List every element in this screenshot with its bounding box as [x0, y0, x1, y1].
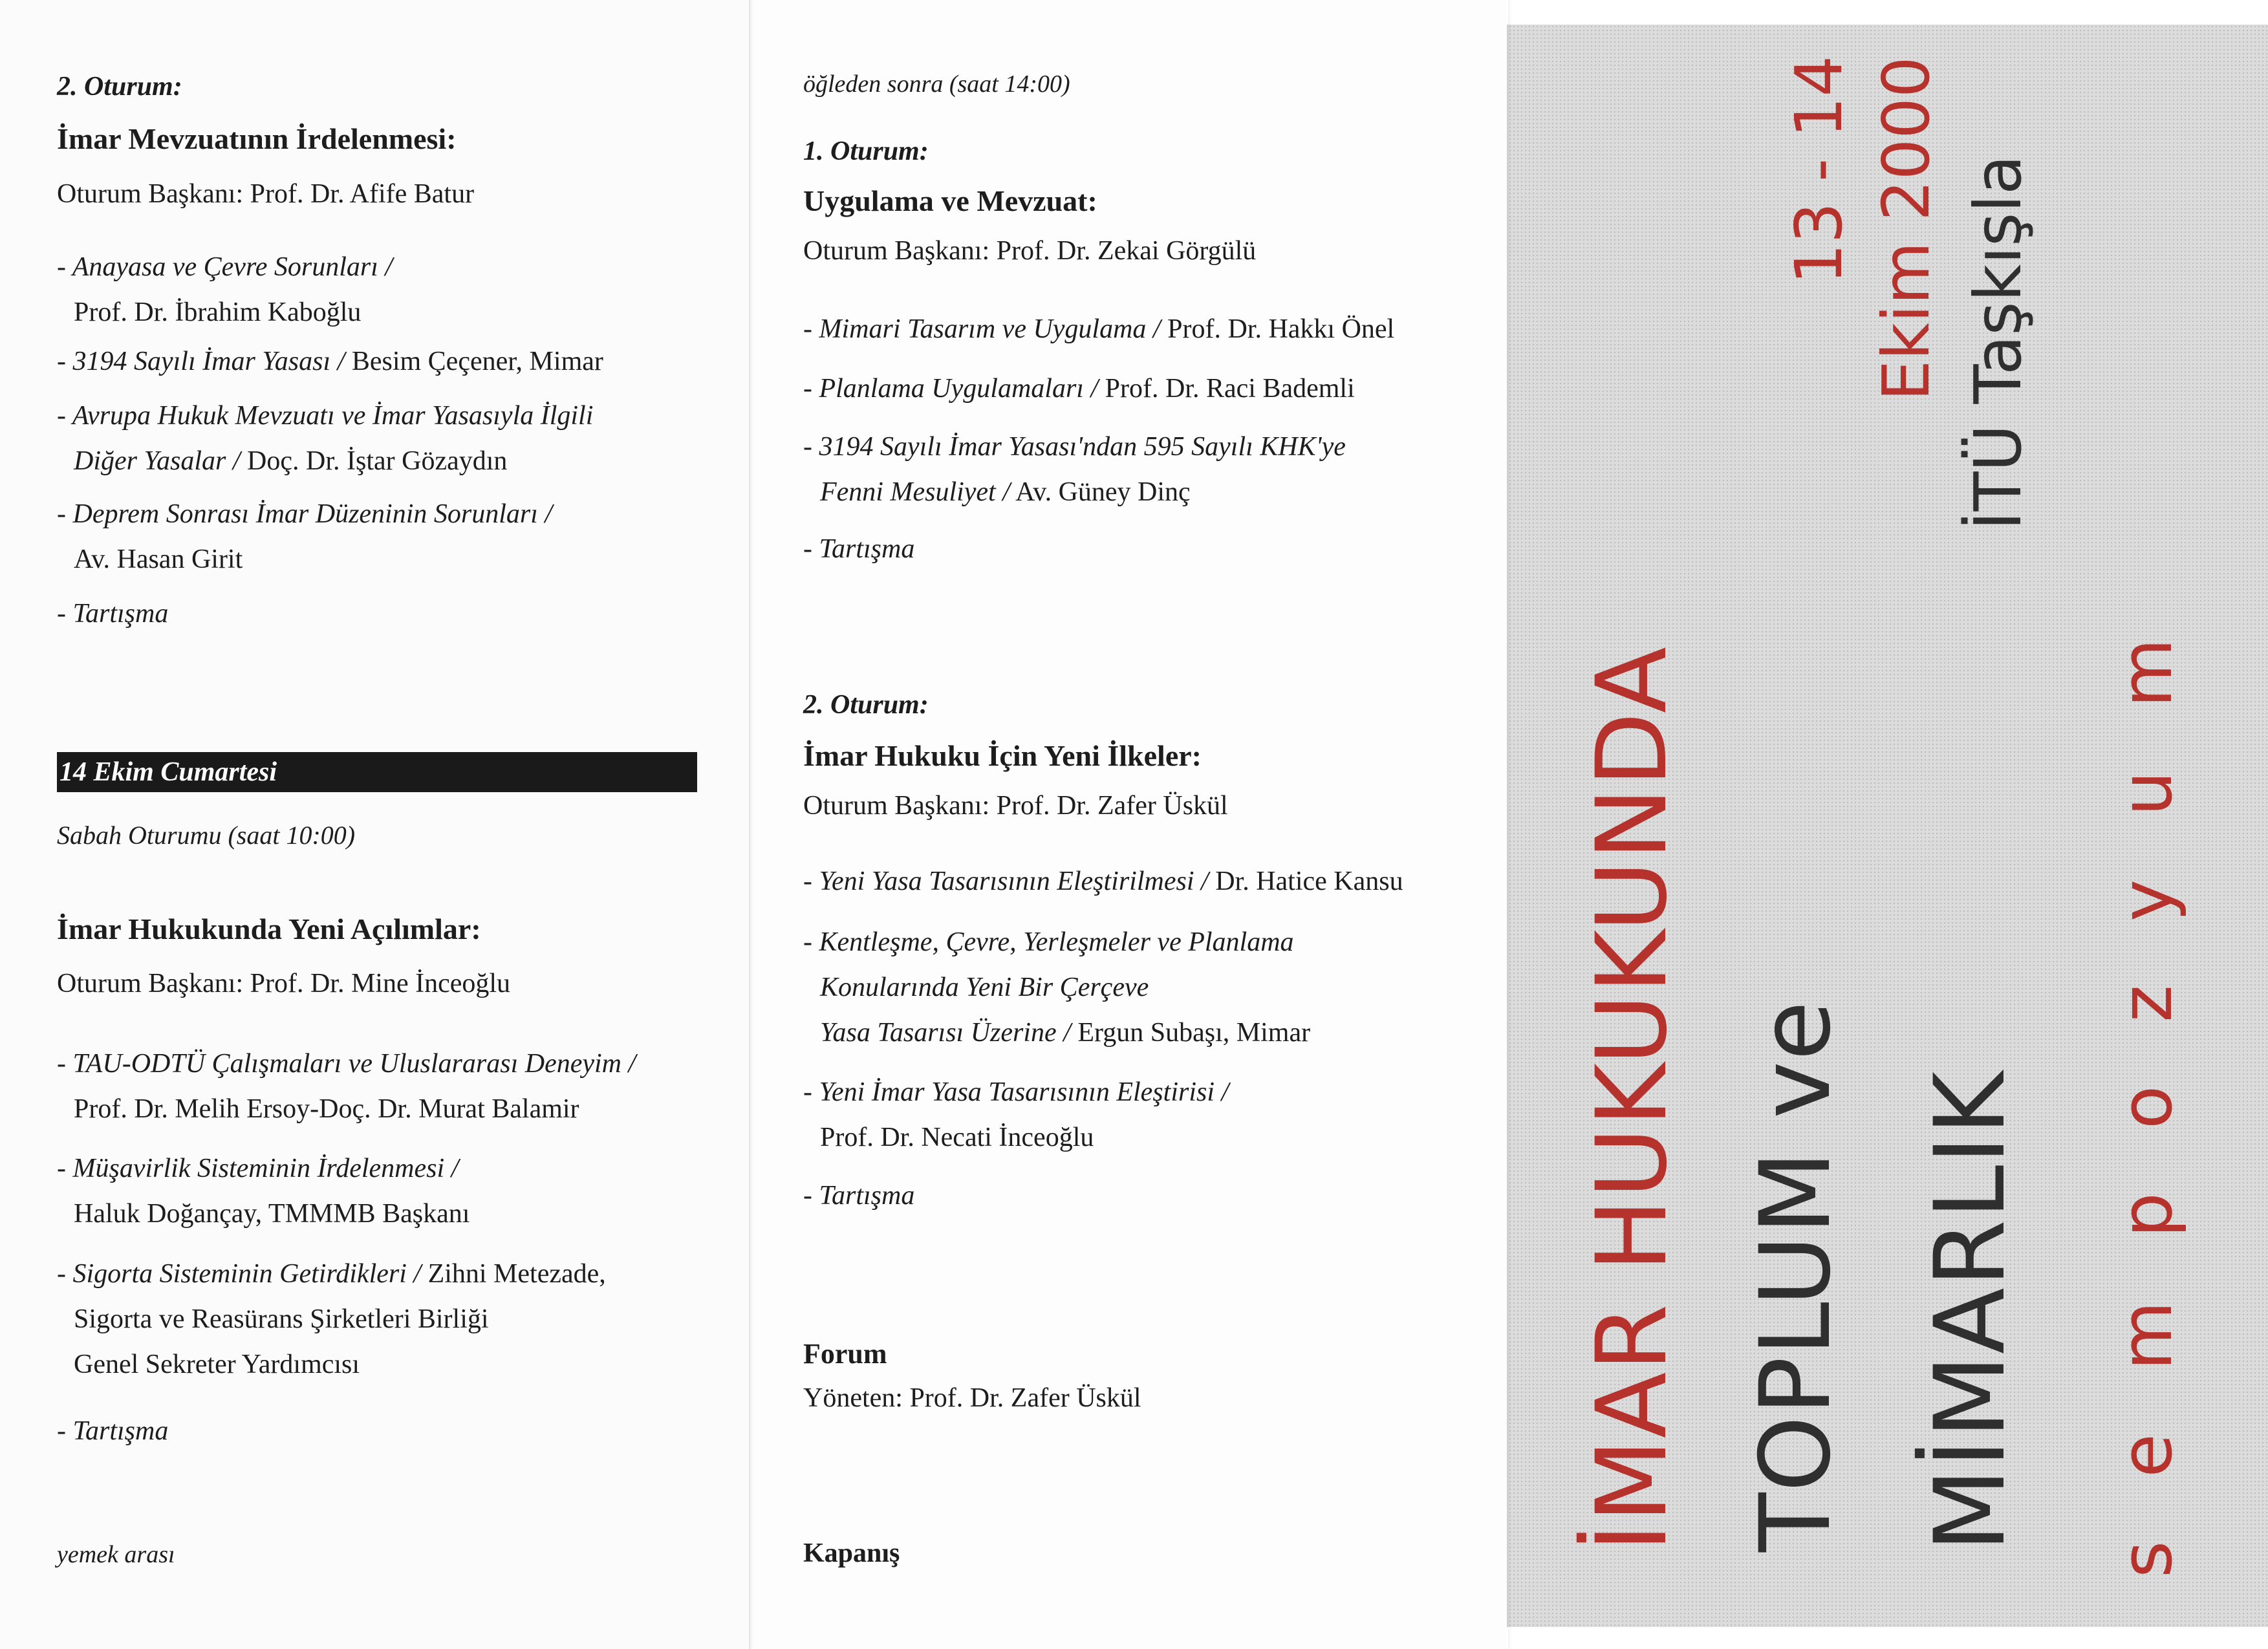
talk-title-cont: Diğer Yasalar / [74, 446, 241, 476]
session-title-middle-1: Uygulama ve Mevzuat: [803, 184, 1097, 217]
cover-dates: 13 - 14 [1781, 55, 1857, 285]
discussion-label: - Tartışma [803, 534, 915, 564]
session-chair-middle-2: Oturum Başkanı: Prof. Dr. Zafer Üskül [803, 791, 1228, 821]
talk-speaker: Prof. Dr. İbrahim Kaboğlu [74, 297, 362, 327]
talk-title: - TAU-ODTÜ Çalışmaları ve Uluslararası Deneyim / [57, 1049, 636, 1079]
discussion-item [803, 1173, 914, 1218]
discussion-label: - Tartışma [57, 1416, 169, 1446]
session-chair-left-2: Oturum Başkanı: Prof. Dr. Afife Batur [57, 179, 475, 209]
talk-speaker: Ergun Subaşı, Mimar [1070, 1018, 1311, 1048]
talk-speaker: Av. Hasan Girit [74, 544, 243, 574]
talk-title: - 3194 Sayılı İmar Yasası'ndan 595 Sayılı KHK'ye [803, 432, 1346, 462]
talk-speaker-cont: Sigorta ve Reasürans Şirketleri Birliği [74, 1304, 489, 1334]
talk-item [803, 859, 1403, 904]
talk-item [57, 393, 593, 484]
talk-speaker: Doç. Dr. İştar Gözaydın [240, 446, 508, 476]
day-band: 14 Ekim Cumartesi [57, 752, 697, 792]
cover-title-line-1: İMAR HUKUKUNDA [1576, 646, 1689, 1552]
talk-title: - Deprem Sonrası İmar Düzeninin Sorunları / [57, 499, 553, 529]
discussion-label: - Tartışma [803, 1181, 915, 1211]
cover-venue: İTÜ Taşkışla [1960, 155, 2036, 530]
discussion-item [57, 1408, 168, 1454]
session-title-morning: İmar Hukukunda Yeni Açılımlar: [57, 912, 481, 945]
talk-speaker: Prof. Dr. Necati İnceoğlu [820, 1123, 1094, 1152]
cover-subtitle: sempozyum [2105, 575, 2188, 1578]
talk-item [57, 491, 552, 582]
forum-moderator: Yöneten: Prof. Dr. Zafer Üskül [803, 1383, 1141, 1413]
talk-speaker: Zihni Metezade, [421, 1259, 606, 1289]
session-label-middle-1: 1. Oturum: [803, 136, 929, 166]
talk-item [803, 1070, 1229, 1160]
talk-item [57, 1146, 470, 1236]
session-label-middle-2: 2. Oturum: [803, 690, 929, 720]
morning-session-label: Sabah Oturumu (saat 10:00) [57, 821, 356, 850]
fold-line [750, 0, 754, 1649]
talk-title: - Mimari Tasarım ve Uygulama / [803, 314, 1161, 344]
lunch-break-note: yemek arası [57, 1541, 175, 1568]
talk-item [803, 307, 1394, 352]
talk-item [57, 244, 393, 335]
cover-title-line-3: MİMARLIK [1914, 1070, 2027, 1552]
discussion-label: - Tartışma [57, 599, 169, 629]
talk-title-cont: Yasa Tasarısı Üzerine / [820, 1018, 1071, 1048]
talk-speaker: Prof. Dr. Raci Bademli [1098, 374, 1355, 404]
closing-label: Kapanış [803, 1538, 900, 1568]
fold-line [1508, 0, 1512, 1649]
talk-speaker: Besim Çeçener, Mimar [345, 347, 603, 376]
talk-title: - Sigorta Sisteminin Getirdikleri / [57, 1259, 422, 1289]
talk-speaker: Prof. Dr. Melih Ersoy-Doç. Dr. Murat Balamir [74, 1094, 579, 1124]
talk-title: - Anayasa ve Çevre Sorunları / [57, 252, 393, 282]
session-chair-morning: Oturum Başkanı: Prof. Dr. Mine İnceoğlu [57, 969, 511, 998]
discussion-item [803, 526, 914, 572]
cover-month-year: Ekim 2000 [1868, 56, 1944, 401]
talk-title: - Kentleşme, Çevre, Yerleşmeler ve Planlama [803, 927, 1294, 957]
talk-speaker: Dr. Hatice Kansu [1208, 867, 1403, 896]
talk-title: - 3194 Sayılı İmar Yasası / [57, 347, 345, 376]
talk-speaker-cont: Genel Sekreter Yardımcısı [74, 1350, 360, 1379]
afternoon-session-label: öğleden sonra (saat 14:00) [803, 70, 1070, 98]
talk-item [803, 366, 1355, 411]
talk-item [57, 339, 603, 384]
talk-item [57, 1251, 606, 1387]
talk-title: - Avrupa Hukuk Mevzuatı ve İmar Yasasıyla İlgili [57, 401, 594, 431]
talk-item [803, 424, 1346, 515]
session-chair-middle-1: Oturum Başkanı: Prof. Dr. Zekai Görgülü [803, 236, 1257, 266]
talk-title-cont: Konularında Yeni Bir Çerçeve [820, 973, 1149, 1002]
talk-title: - Müşavirlik Sisteminin İrdelenmesi / [57, 1154, 459, 1183]
discussion-item [57, 591, 168, 636]
talk-title: - Planlama Uygulamaları / [803, 374, 1099, 404]
talk-item [803, 920, 1310, 1055]
session-label-left-2: 2. Oturum: [57, 72, 182, 102]
talk-item [57, 1041, 636, 1132]
cover-title-line-2: TOPLUM ve [1740, 1000, 1852, 1552]
talk-speaker: Prof. Dr. Hakkı Önel [1160, 314, 1395, 344]
talk-speaker: Av. Güney Dinç [1010, 477, 1191, 507]
talk-title-cont: Fenni Mesuliyet / [820, 477, 1010, 507]
session-title-left-2: İmar Mevzuatının İrdelenmesi: [57, 122, 457, 155]
talk-speaker: Haluk Doğançay, TMMMB Başkanı [74, 1199, 470, 1229]
talk-title: - Yeni Yasa Tasarısının Eleştirilmesi / [803, 867, 1209, 896]
forum-title: Forum [803, 1338, 887, 1370]
talk-title: - Yeni İmar Yasa Tasarısının Eleştirisi / [803, 1077, 1229, 1107]
session-title-middle-2: İmar Hukuku İçin Yeni İlkeler: [803, 739, 1202, 772]
